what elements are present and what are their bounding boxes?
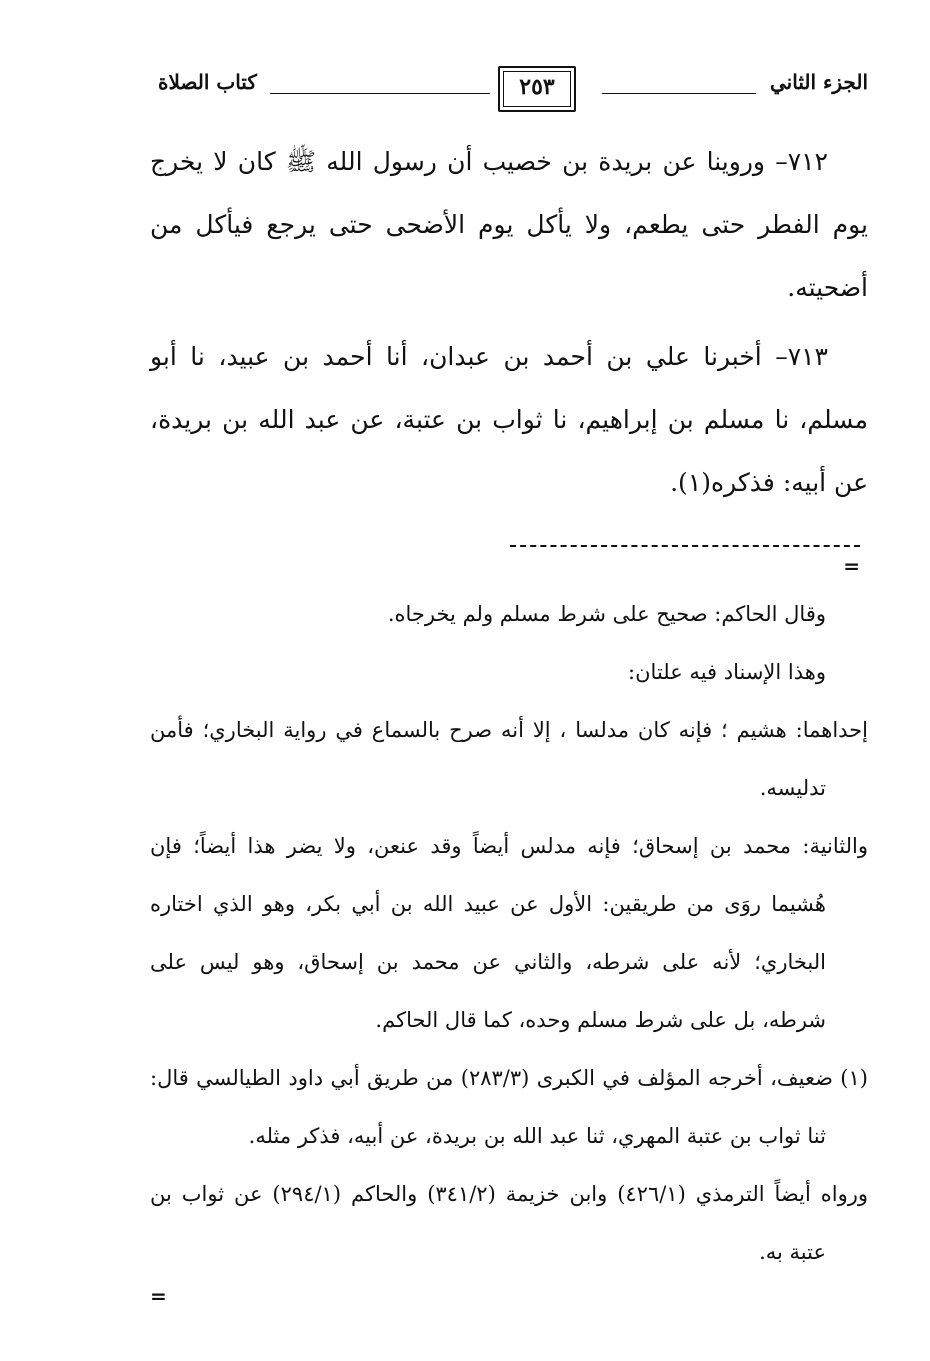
footnote-line: والثانية: محمد بن إسحاق؛ فإنه مدلس أيضاً وقد عنعن، ولا يضر هذا أيضاً؛ فإن هُشيما روَى من طريقين: الأول عن عبيد الله بن أبي بكر، وهو الذي اختاره البخاري؛ لأنه على شرطه، والثاني عن محمد بن إسحاق، وهو ليس على شرطه، بل على شرط مسلم وحده، كما قال الحاكم.: [150, 834, 868, 1032]
footnote-1: (١) ضعيف، أخرجه المؤلف في الكبرى (٢٨٣/٣) من طريق أبي داود الطيالسي قال: ثنا ثواب بن عتبة المهري، ثنا عبد الله بن بريدة، عن أبيه، فذكر مثله.: [150, 1066, 868, 1148]
footnote-line: وقال الحاكم: صحيح على شرط مسلم ولم يخرجاه.: [387, 602, 826, 626]
footnotes: [150, 585, 868, 1281]
footnote-line: إحداهما: هشيم ؛ فإنه كان مدلسا ، إلا أنه صرح بالسماع في رواية البخاري؛ فأمن تدليسه.: [150, 718, 868, 800]
header-part-title: الجزء الثاني: [770, 70, 868, 94]
footnote-separator: [510, 545, 860, 547]
page-number-frame: [498, 66, 576, 112]
page-number: ٢٥٣: [519, 74, 555, 100]
footnote-line: ورواه أيضاً الترمذي (٤٢٦/١) وابن خزيمة (٣٤١/٢) والحاكم (٢٩٤/١) عن ثواب بن عتبة به.: [150, 1182, 868, 1264]
main-text: [150, 130, 868, 520]
hadith-713: ٧١٣– أخبرنا علي بن أحمد بن عبدان، أنا أحمد بن عبيد، نا أبو مسلم، نا مسلم بن إبراهيم، نا ثواب بن عتبة، عن عبد الله بن بريدة، عن أبيه: فذكره(١).: [150, 342, 868, 497]
footnote-line: وهذا الإسناد فيه علتان:: [628, 660, 826, 684]
footnote-end-marker: =: [150, 1284, 167, 1308]
hadith-712: ٧١٢– وروينا عن بريدة بن خصيب أن رسول الله ﷺ كان لا يخرج يوم الفطر حتى يطعم، ولا يأكل يوم الأضحى حتى يرجع فيأكل من أضحيته.: [150, 147, 868, 302]
running-header: [150, 66, 868, 116]
header-book-title: كتاب الصلاة: [158, 70, 257, 94]
header-rule-right: [602, 93, 756, 94]
footnote-continuation-marker: =: [843, 554, 860, 578]
header-rule-left: [270, 93, 490, 94]
